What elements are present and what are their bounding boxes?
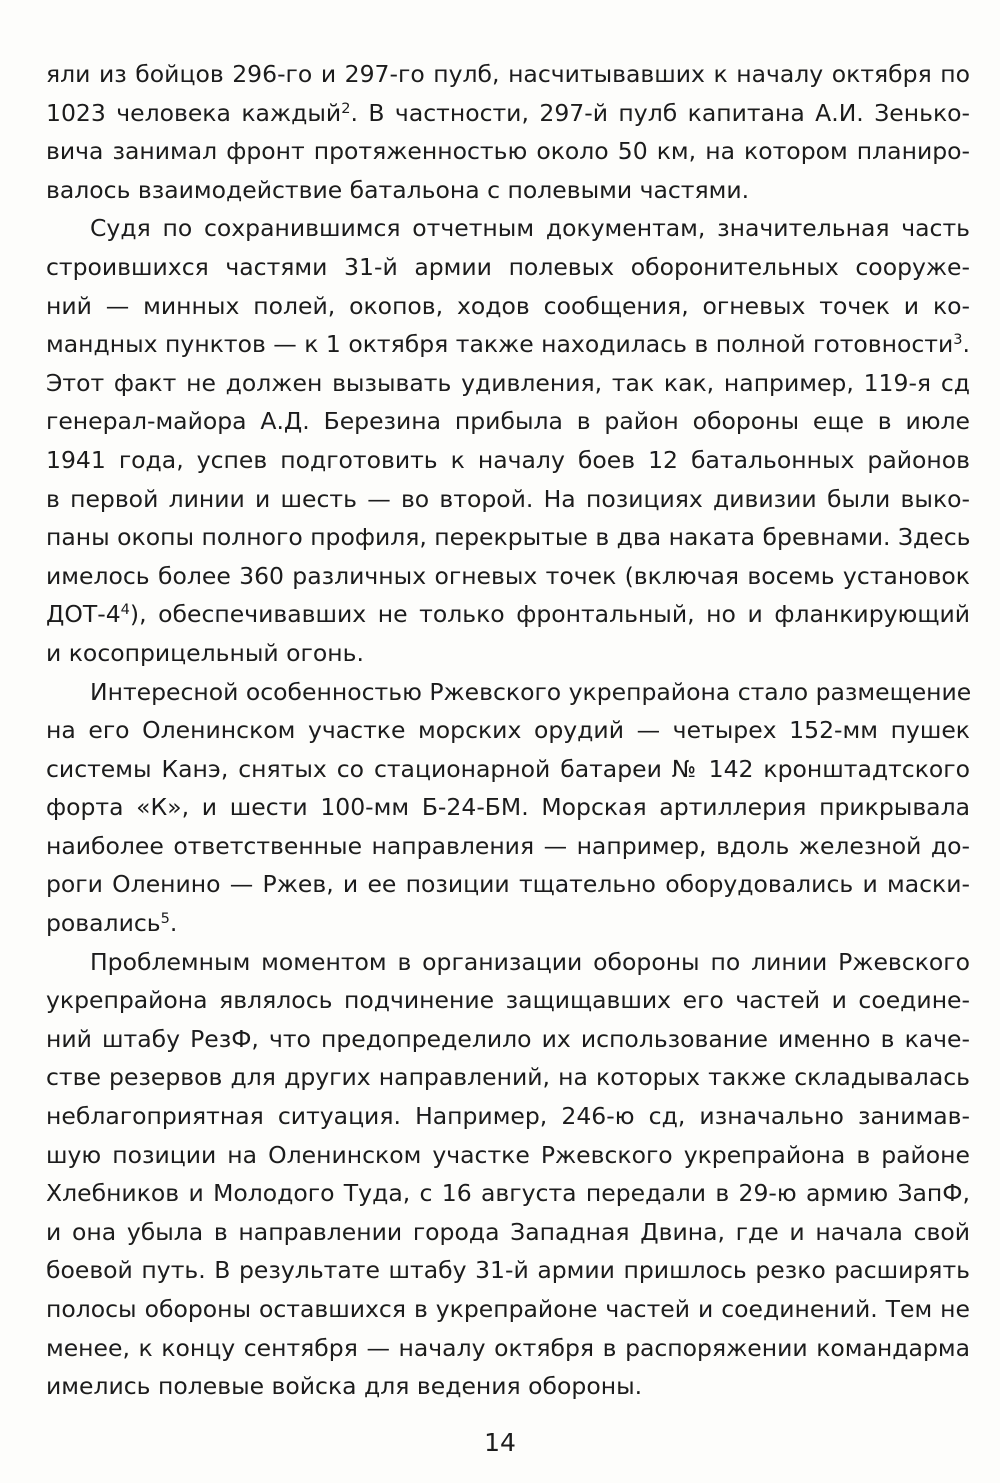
text-line: роги Оленино — Ржев, и ее позиции тщательно оборудовались и маски- [46,870,970,899]
text-line: 1941 года, успев подготовить к началу боев 12 батальонных районов [46,445,970,474]
paragraph-3 [46,673,970,943]
text-line: имелось более 360 различных огневых точек (включая восемь установок [46,561,970,590]
paragraph-2 [46,209,970,672]
text-line: системы Канэ, снятых со стационарной батареи № 142 кронштадтского [46,754,970,783]
text-line: на его Оленинском участке морских орудий — четырех 152-мм пушек [46,716,970,745]
text-line: Судя по сохранившимся отчетным документам, значительная часть [90,214,970,243]
text-line: Проблемным моментом в организации обороны по линии Ржевского [90,947,970,976]
footnote-marker: 5 [160,910,170,928]
text-line: мандных пунктов — к 1 октября также находилась в полной готовности$^3$. [46,330,970,359]
text-line: наиболее ответственные направления — например, вдоль железной до- [46,831,970,860]
text-line: вича занимал фронт протяженностью около 50 км, на котором планиро- [46,137,970,166]
paragraph-1 [46,55,970,209]
text-line: неблагоприятная ситуация. Например, 246-ю сд, изначально занимав- [46,1102,970,1131]
text-line: Интересной особенностью Ржевского укрепрайона стало размещение [90,677,972,706]
text-line: боевой путь. В результате штабу 31-й армии пришлось резко расширять [46,1256,970,1285]
text-line: стве резервов для других направлений, на которых также складывалась [46,1063,970,1092]
text-line: шую позиции на Оленинском участке Ржевского укрепрайона в районе [46,1140,970,1169]
text-line: ровались$^5$. [46,909,178,938]
body-text [46,55,970,1406]
footnote-marker: 4 [120,601,130,619]
text-line: менее, к концу сентября — началу октября в распоряжении командарма [46,1333,970,1362]
text-line: ДОТ-4$^4$), обеспечивавших не только фронтальный, но и фланкирующий [46,600,970,629]
page-number: 14 [484,1428,516,1457]
text-line: строившихся частями 31-й армии полевых оборонительных сооруже- [46,252,970,281]
text-line: ний — минных полей, окопов, ходов сообщения, огневых точек и ко- [46,291,970,320]
footnote-marker: 2 [341,99,351,117]
text-line: форта «К», и шести 100-мм Б-24-БМ. Морская артиллерия прикрывала [46,793,970,822]
text-line: генерал-майора А.Д. Березина прибыла в район обороны еще в июле [46,407,970,436]
text-line: Хлебников и Молодого Туда, с 16 августа передали в 29-ю армию ЗапФ, [46,1179,970,1208]
text-line: укрепрайона являлось подчинение защищавших его частей и соедине- [46,986,970,1015]
footnote-marker: 3 [953,331,963,349]
text-line: паны окопы полного профиля, перекрытые в два наката бревнами. Здесь [46,523,971,552]
text-line: 1023 человека каждый$^2$. В частности, 297-й пулб капитана А.И. Зенько- [46,98,971,127]
text-line: в первой линии и шесть — во второй. На позициях дивизии были выко- [46,484,970,513]
text-line: и косоприцельный огонь. [46,638,364,667]
text-line: ний штабу РезФ, что предопределило их использование именно в каче- [46,1024,970,1053]
text-line: яли из бойцов 296-го и 297-го пулб, насчитывавших к началу октября по [46,60,970,88]
paragraph-4 [46,943,970,1406]
text-line: валось взаимодействие батальона с полевыми частями. [46,175,750,204]
text-line: полосы обороны оставшихся в укрепрайоне частей и соединений. Тем не [46,1295,970,1323]
text-line: Этот факт не должен вызывать удивления, так как, например, 119-я сд [46,368,970,397]
text-line: имелись полевые войска для ведения обороны. [46,1372,643,1401]
text-line: и она убыла в направлении города Западная Двина, где и начала свой [46,1217,970,1246]
